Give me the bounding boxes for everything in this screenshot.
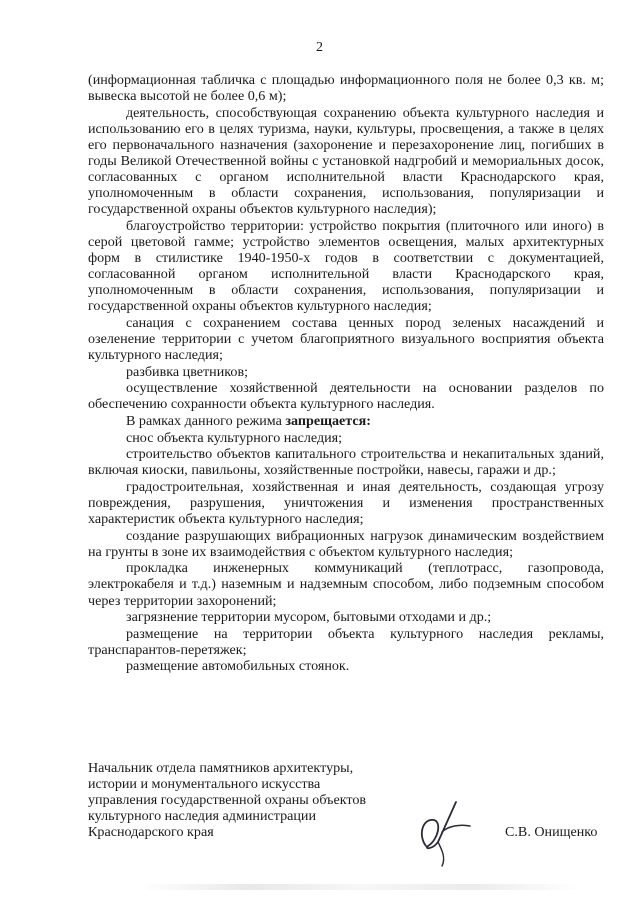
page-number: 2 [316, 40, 323, 55]
paragraph [88, 626, 604, 658]
signatory-title-line: Краснодарского края [88, 824, 214, 841]
paragraph [88, 72, 604, 104]
paragraph-text: снос объекта культурного наследия; [126, 429, 343, 446]
paragraph-text: благоустройство территории: устройство покрытия (плиточного или иного) в серой цветовой гамме; устройство элементов освещения, малых архитектурных форм в стилистике 1940-1950-х годов в соответствии с документацией, согласованной органом исполнительной власти Краснодарского края, уполномоченным в области сохранения, использования, популяризации и государственной охраны объектов культурного наследия; [88, 217, 604, 315]
scan-artifact [140, 884, 580, 890]
paragraph-text: градостроительная, хозяйственная и иная деятельность, создающая угрозу повреждения, разрушения, уничтожения и изменения пространственных характеристик объекта культурного наследия; [88, 478, 604, 528]
paragraph-text: прокладка инженерных коммуникаций (теплотрасс, газопровода, электрокабеля и т.д.) наземным и надземным способом, либо подземным способом через территории захоронений; [88, 560, 604, 609]
paragraph [88, 560, 604, 608]
signatory-title-line: истории и монументального искусства [88, 776, 321, 793]
paragraph [88, 479, 604, 527]
paragraph [88, 609, 604, 625]
paragraph [88, 413, 604, 429]
paragraph-text: санация с сохранением состава ценных пород зеленых насаждений и озеленение территории с учетом благоприятного визуального восприятия объекта культурного наследия; [88, 314, 604, 364]
document-body [88, 72, 604, 675]
paragraph-text: загрязнение территории мусором, бытовыми отходами и др.; [126, 609, 492, 626]
paragraph [88, 658, 604, 674]
signatory-name: С.В. Онищенко [505, 824, 598, 840]
signatory-title-line: культурного наследия администрации [88, 808, 317, 825]
paragraph-text: В рамках данного режима [126, 412, 286, 429]
paragraph [88, 105, 604, 218]
paragraph-text: деятельность, способствующая сохранению объекта культурного наследия и использованию его в целях туризма, науки, культуры, просвещения, а также в целях его первоначального назначения (захоронение и перезахоронение лиц, погибших в годы Великой Отечественной войны с установкой надгробий и мемориальных досок, согласованных с органом исполнительной власти Краснодарского края, уполномоченным в области сохранения, использования, популяризации и государственной охраны объектов культурного наследия); [88, 104, 604, 218]
paragraph-text: разбивка цветников; [126, 363, 249, 380]
handwritten-signature [412, 796, 474, 868]
paragraph-text: размещение на территории объекта культурного наследия рекламы, транспарантов-перетяжек; [88, 625, 604, 658]
paragraph [88, 315, 604, 363]
paragraph-bold-text: запрещается: [285, 412, 371, 429]
paragraph [88, 528, 604, 560]
paragraph [88, 364, 604, 380]
paragraph [88, 446, 604, 478]
paragraph-text: создание разрушающих вибрационных нагрузок динамическим воздействием на грунты в зоне их взаимодействия с объектом культурного наследия; [88, 527, 604, 560]
paragraph [88, 430, 604, 446]
signatory-title-line: управления государственной охраны объектов [88, 792, 367, 809]
paragraph-text: осуществление хозяйственной деятельности на основании разделов по обеспечению сохранности объекта культурного наследия. [88, 380, 604, 413]
paragraph-text: размещение автомобильных стоянок. [126, 658, 350, 675]
paragraph [88, 380, 604, 412]
paragraph-text: (информационная табличка с площадью информационного поля не более 0,3 кв. м; вывеска высотой не более 0,6 м); [88, 72, 604, 105]
paragraph-text: строительство объектов капитального строительства и некапитальных зданий, включая киоски, павильоны, хозяйственные постройки, навесы, гаражи и др.; [88, 446, 604, 479]
paragraph [88, 218, 604, 315]
signatory-title-line: Начальник отдела памятников архитектуры, [88, 760, 354, 776]
signatory-title [88, 760, 418, 840]
